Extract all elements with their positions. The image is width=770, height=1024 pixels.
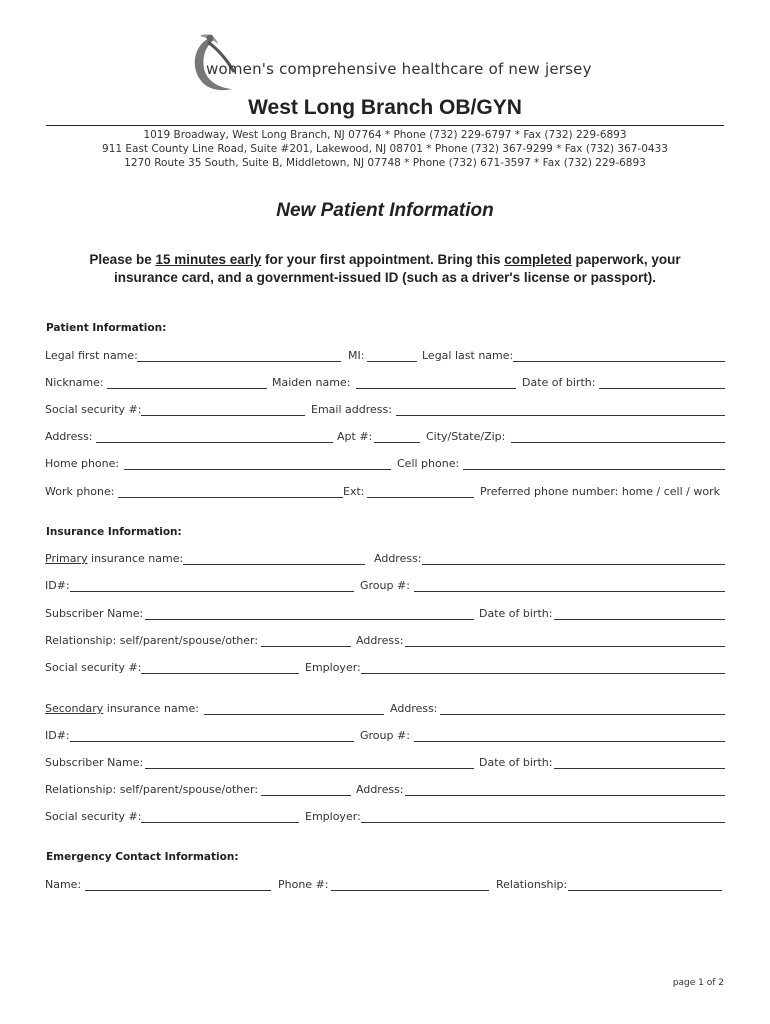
form-title: New Patient Information [276, 200, 494, 221]
emergency-phone-label: Phone #: [278, 878, 329, 891]
secondary-id-label: ID#: [45, 729, 70, 742]
secondary-employer-field[interactable] [361, 822, 725, 823]
row-secondary-relationship [45, 783, 725, 799]
primary-subscriber-label: Subscriber Name: [45, 607, 144, 620]
secondary-group-field[interactable] [414, 741, 725, 742]
home-phone-field[interactable] [124, 469, 391, 470]
home-phone-label: Home phone: [45, 457, 120, 470]
emergency-relationship-label: Relationship: [496, 878, 568, 891]
dob-label: Date of birth: [522, 376, 596, 389]
row-primary-id [45, 579, 725, 595]
mi-label: MI: [348, 349, 365, 362]
logo-text: women's comprehensive healthcare of new jersey [206, 60, 592, 78]
ssn-field[interactable] [141, 415, 305, 416]
secondary-sub-address-field[interactable] [405, 795, 725, 796]
insurance-section-heading: Insurance Information: [46, 526, 182, 538]
primary-insurance-field[interactable] [183, 564, 365, 565]
title-divider [46, 125, 724, 126]
address-line: 1270 Route 35 South, Suite B, Middletown, NJ 07748 * Phone (732) 671-3597 * Fax (732) 229-6893 [124, 157, 646, 169]
primary-relationship-label: Relationship: self/parent/spouse/other: [45, 634, 259, 647]
secondary-subscriber-label: Subscriber Name: [45, 756, 144, 769]
primary-id-label: ID#: [45, 579, 70, 592]
page-number: page 1 of 2 [672, 978, 724, 988]
row-primary-insurance [45, 552, 725, 568]
secondary-address-field[interactable] [440, 714, 725, 715]
secondary-id-field[interactable] [70, 741, 354, 742]
address-label: Address: [45, 430, 93, 443]
row-primary-relationship [45, 634, 725, 650]
secondary-insurance-field[interactable] [204, 714, 384, 715]
emergency-section-heading: Emergency Contact Information: [46, 851, 239, 863]
primary-group-field[interactable] [414, 591, 725, 592]
primary-subscriber-field[interactable] [145, 619, 474, 620]
primary-address-field[interactable] [422, 564, 725, 565]
secondary-insurance-label: Secondary insurance name: [45, 702, 199, 715]
row-secondary-ssn [45, 810, 725, 826]
email-field[interactable] [396, 415, 725, 416]
email-label: Email address: [311, 403, 392, 416]
cell-phone-label: Cell phone: [397, 457, 460, 470]
primary-employer-label: Employer: [305, 661, 361, 674]
legal-first-label: Legal first name: [45, 349, 138, 362]
appointment-notice: Please be 15 minutes early for your first appointment. Bring this completed paperwork, your insurance card, and a government-issued ID (such as a driver's license or passport). [89, 252, 681, 285]
primary-sub-address-label: Address: [356, 634, 404, 647]
secondary-dob-label: Date of birth: [479, 756, 553, 769]
nickname-label: Nickname: [45, 376, 104, 389]
legal-last-label: Legal last name: [422, 349, 514, 362]
primary-ssn-field[interactable] [141, 673, 299, 674]
secondary-relationship-label: Relationship: self/parent/spouse/other: [45, 783, 259, 796]
secondary-ssn-field[interactable] [141, 822, 299, 823]
primary-relationship-field[interactable] [261, 646, 351, 647]
row-emergency-contact [45, 878, 725, 894]
address-line: 1019 Broadway, West Long Branch, NJ 07764 * Phone (732) 229-6797 * Fax (732) 229-6893 [143, 129, 627, 141]
work-phone-label: Work phone: [45, 485, 115, 498]
ssn-label: Social security #: [45, 403, 142, 416]
primary-sub-address-field[interactable] [405, 646, 725, 647]
address-line: 911 East County Line Road, Suite #201, Lakewood, NJ 08701 * Phone (732) 367-9299 * Fax (732) 367-0433 [102, 143, 668, 155]
primary-dob-label: Date of birth: [479, 607, 553, 620]
row-legal-name [45, 349, 725, 365]
apt-field[interactable] [374, 442, 420, 443]
secondary-ssn-label: Social security #: [45, 810, 142, 823]
address-field[interactable] [96, 442, 333, 443]
primary-id-field[interactable] [70, 591, 354, 592]
secondary-subscriber-field[interactable] [145, 768, 474, 769]
emergency-name-label: Name: [45, 878, 82, 891]
secondary-group-label: Group #: [360, 729, 410, 742]
row-secondary-id [45, 729, 725, 745]
preferred-phone-label: Preferred phone number: home / cell / work [480, 485, 720, 498]
emergency-name-field[interactable] [85, 890, 271, 891]
legal-first-field[interactable] [137, 361, 341, 362]
secondary-dob-field[interactable] [554, 768, 725, 769]
dob-field[interactable] [599, 388, 725, 389]
row-secondary-insurance [45, 702, 725, 718]
ext-label: Ext: [343, 485, 365, 498]
cell-phone-field[interactable] [463, 469, 725, 470]
city-label: City/State/Zip: [426, 430, 506, 443]
row-secondary-subscriber [45, 756, 725, 772]
emergency-relationship-field[interactable] [568, 890, 722, 891]
primary-employer-field[interactable] [361, 673, 725, 674]
primary-ssn-label: Social security #: [45, 661, 142, 674]
city-field[interactable] [511, 442, 725, 443]
secondary-employer-label: Employer: [305, 810, 361, 823]
maiden-label: Maiden name: [272, 376, 351, 389]
practice-title: West Long Branch OB/GYN [248, 96, 522, 119]
row-primary-ssn [45, 661, 725, 677]
primary-group-label: Group #: [360, 579, 410, 592]
row-address [45, 430, 725, 446]
row-primary-subscriber [45, 607, 725, 623]
nickname-field[interactable] [107, 388, 267, 389]
primary-insurance-label: Primary insurance name: [45, 552, 184, 565]
secondary-relationship-field[interactable] [261, 795, 351, 796]
emergency-phone-field[interactable] [331, 890, 489, 891]
legal-last-field[interactable] [513, 361, 725, 362]
apt-label: Apt #: [337, 430, 373, 443]
primary-dob-field[interactable] [554, 619, 725, 620]
secondary-address-label: Address: [390, 702, 438, 715]
work-phone-field[interactable] [118, 497, 343, 498]
primary-address-label: Address: [374, 552, 422, 565]
maiden-field[interactable] [356, 388, 516, 389]
ext-field[interactable] [367, 497, 474, 498]
row-nickname [45, 376, 725, 392]
row-ssn-email [45, 403, 725, 419]
row-phones [45, 457, 725, 473]
patient-section-heading: Patient Information: [46, 322, 167, 334]
secondary-sub-address-label: Address: [356, 783, 404, 796]
mi-field[interactable] [367, 361, 417, 362]
row-work-phone [45, 485, 725, 501]
